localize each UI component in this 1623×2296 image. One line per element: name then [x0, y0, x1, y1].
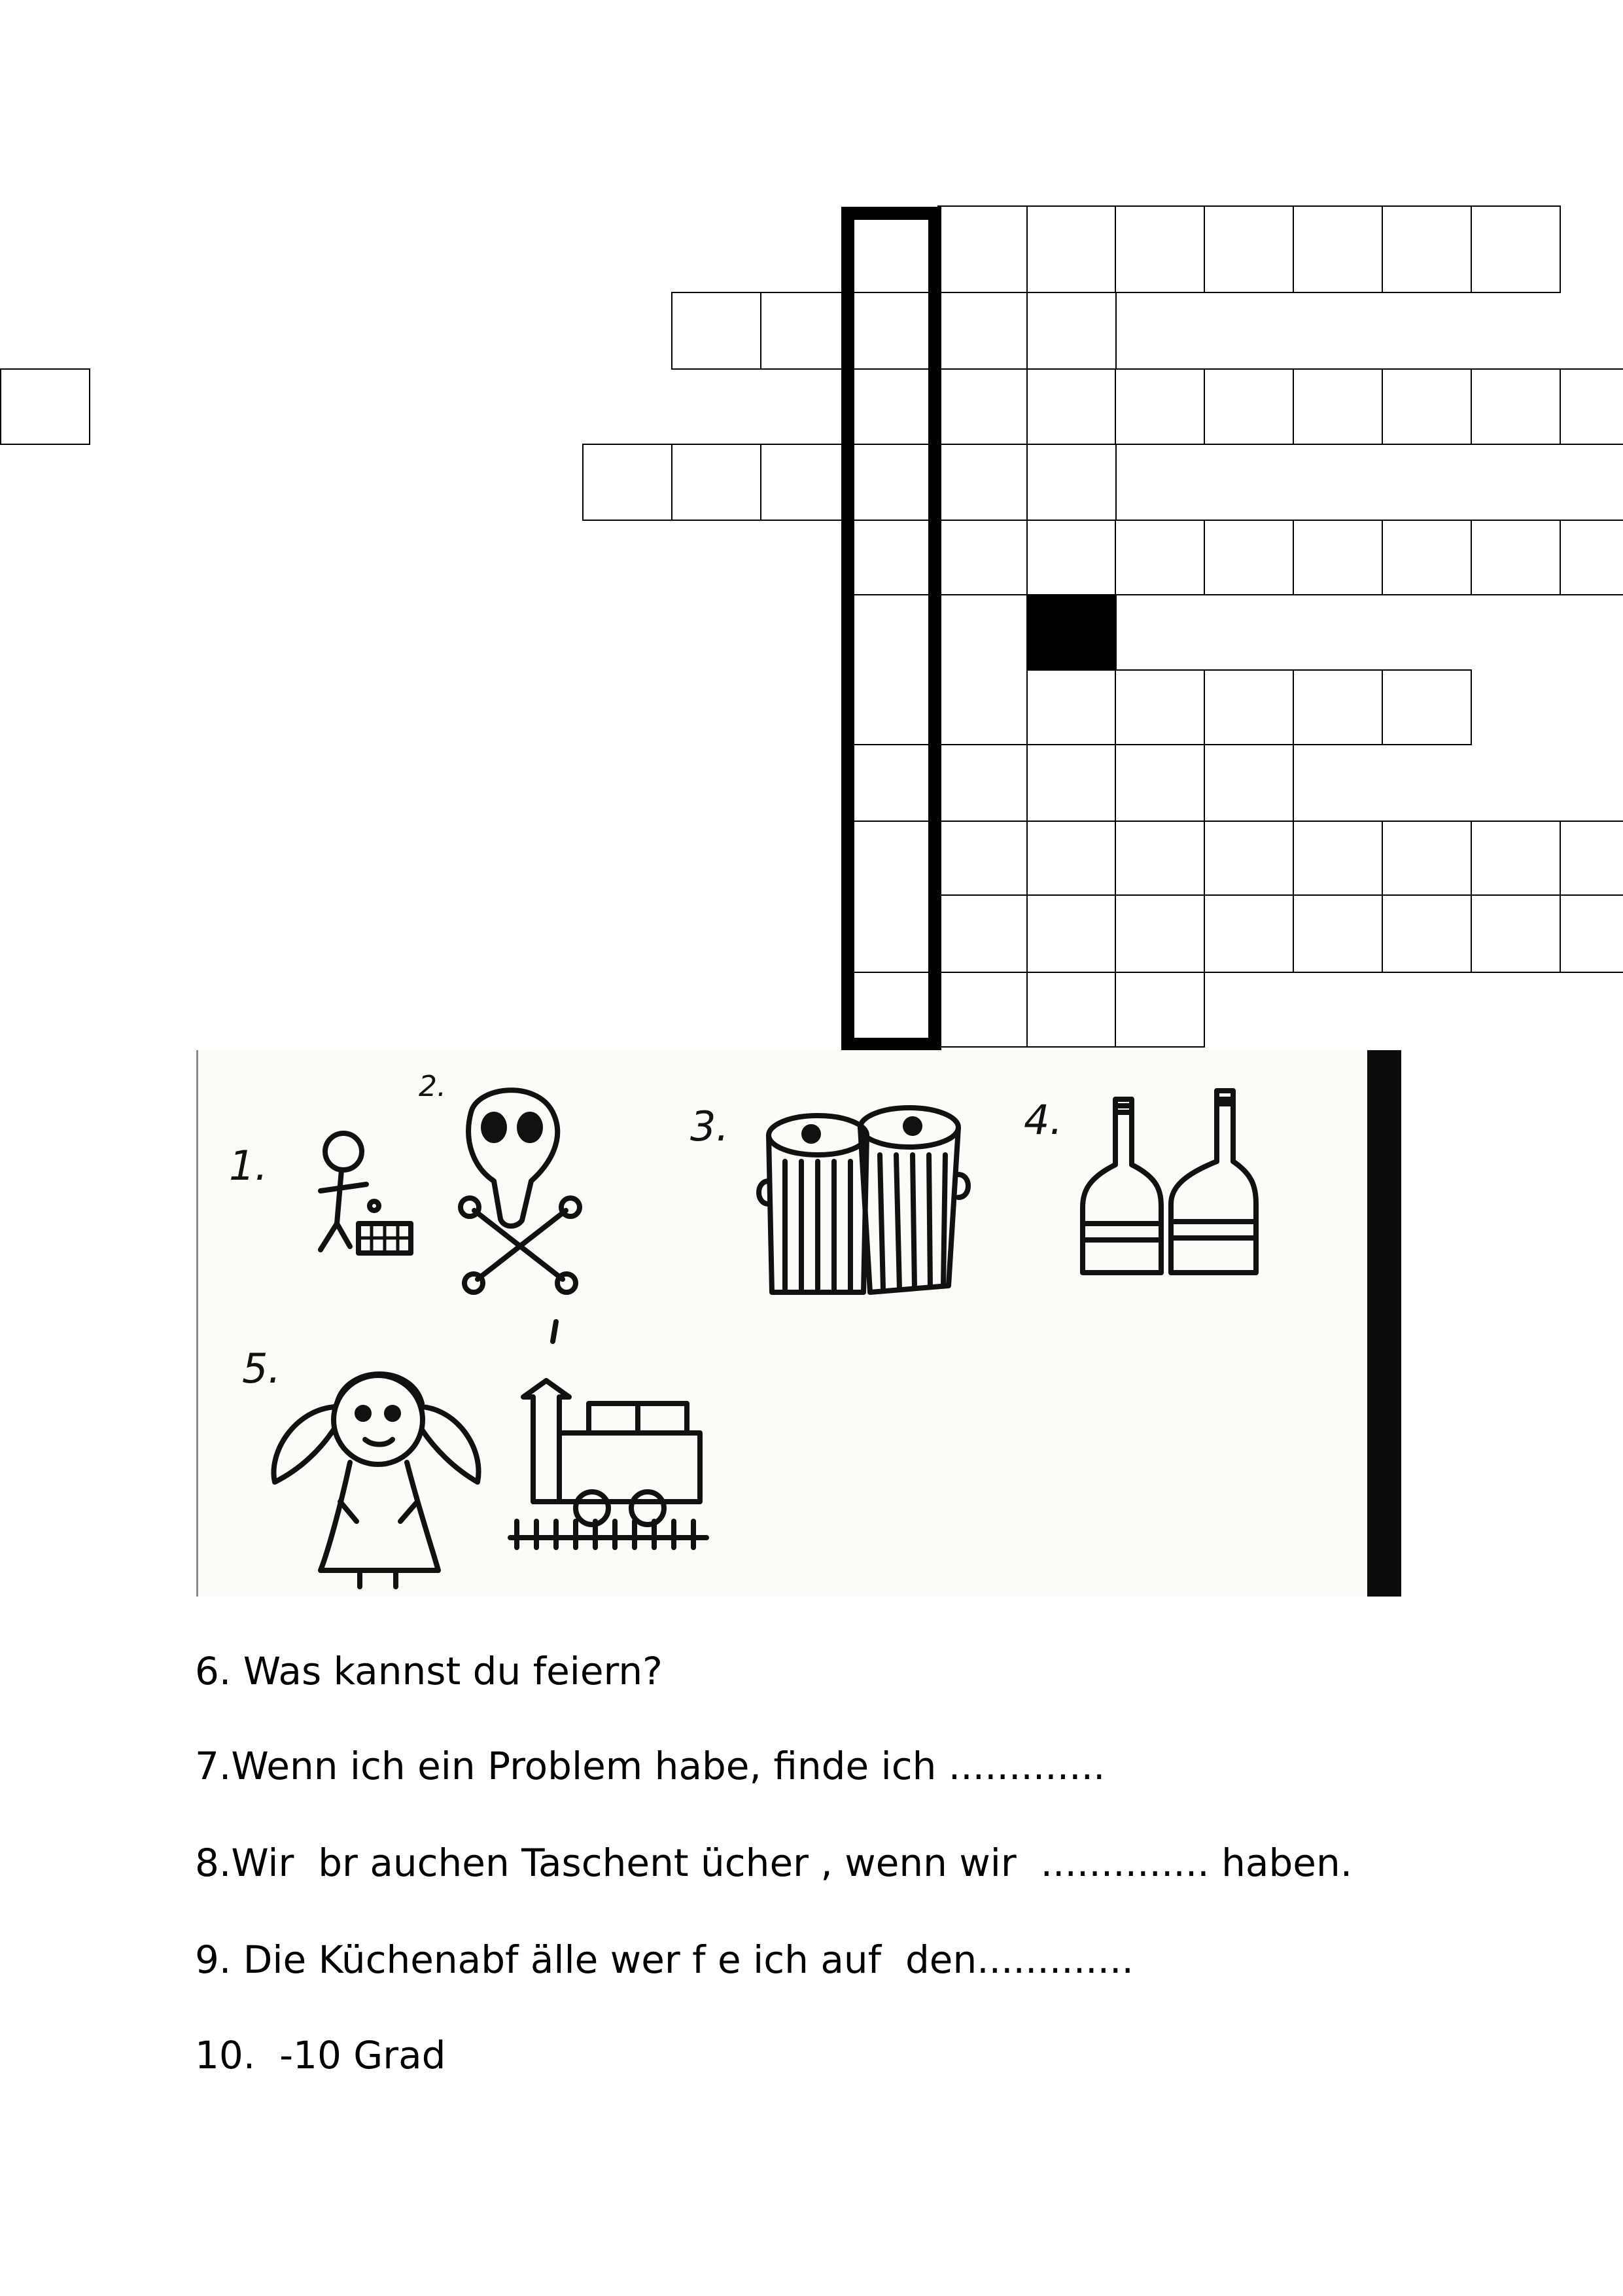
crossword-cell[interactable] [1560, 894, 1623, 973]
bottles-icon [1083, 1091, 1256, 1273]
crossword-cell[interactable] [1293, 821, 1383, 896]
crossword-cell[interactable] [760, 444, 850, 521]
crossword-cell[interactable] [1471, 205, 1561, 293]
crossword-cell[interactable] [1293, 669, 1383, 745]
crossword-cell[interactable] [937, 972, 1028, 1048]
crossword-cell[interactable] [0, 368, 90, 445]
crossword-cell[interactable] [1204, 821, 1294, 896]
crossword-cell[interactable] [1382, 520, 1472, 595]
skull-crossbones-icon [461, 1090, 580, 1292]
girl-and-train-icon [273, 1322, 707, 1587]
picture-clue-number-3: 3. [690, 1103, 729, 1150]
crossword-cell[interactable] [1293, 368, 1383, 445]
crossword-cell[interactable] [1382, 894, 1472, 973]
crossword-cell[interactable] [1382, 821, 1472, 896]
crossword-cell[interactable] [937, 520, 1028, 595]
crossword-cell[interactable] [1204, 368, 1294, 445]
crossword-cell[interactable] [1382, 205, 1472, 293]
crossword-cell[interactable] [1471, 520, 1561, 595]
crossword-cell[interactable] [1204, 744, 1294, 822]
crossword-black-cell [1026, 594, 1117, 671]
picture-clue-number-4: 4. [1024, 1096, 1063, 1144]
clue-6: 6. Was kannst du feiern? [195, 1649, 663, 1693]
crossword-cell[interactable] [1293, 205, 1383, 293]
crossword-cell[interactable] [1026, 821, 1117, 896]
clue-7: 7.Wenn ich ein Problem habe, finde ich ............. [195, 1744, 1106, 1788]
crossword-cell[interactable] [1026, 669, 1117, 745]
clue-10: 10. -10 Grad [195, 2033, 446, 2077]
picture-clue-number-5: 5. [242, 1345, 281, 1392]
crossword-cell[interactable] [1026, 894, 1117, 973]
crossword-cell[interactable] [1204, 669, 1294, 745]
crossword-cell[interactable] [937, 292, 1028, 370]
crossword-cell[interactable] [1026, 520, 1117, 595]
crossword-cell[interactable] [1026, 368, 1117, 445]
crossword-cell[interactable] [1560, 520, 1623, 595]
crossword-cell[interactable] [1293, 894, 1383, 973]
crossword-cell[interactable] [1026, 205, 1117, 293]
crossword-cell[interactable] [937, 444, 1028, 521]
crossword-cell[interactable] [1115, 894, 1205, 973]
crossword-cell[interactable] [1026, 972, 1117, 1048]
crossword-cell[interactable] [582, 444, 672, 521]
crossword-cell[interactable] [1560, 368, 1623, 445]
crossword-cell[interactable] [1115, 972, 1205, 1048]
crossword-cell[interactable] [1026, 744, 1117, 822]
crossword-cell[interactable] [937, 205, 1028, 293]
crossword-cell[interactable] [1115, 368, 1205, 445]
picture-clue-number-1: 1. [229, 1142, 268, 1190]
crossword-cell[interactable] [1115, 205, 1205, 293]
crossword-cell[interactable] [1471, 894, 1561, 973]
crossword-cell[interactable] [1382, 368, 1472, 445]
crossword-cell[interactable] [1204, 205, 1294, 293]
crossword-cell[interactable] [1471, 821, 1561, 896]
crossword-cell[interactable] [1204, 894, 1294, 973]
crossword-cell[interactable] [1471, 368, 1561, 445]
crossword-cell[interactable] [1026, 444, 1117, 521]
crossword-cell[interactable] [1115, 744, 1205, 822]
picture-clue-number-2: 2. [419, 1070, 446, 1103]
clue-8: 8.Wir br auchen Taschent ücher , wenn wir .............. haben. [195, 1841, 1353, 1885]
crossword-cell[interactable] [1382, 669, 1472, 745]
trash-bins-icon [759, 1108, 968, 1292]
crossword-cell[interactable] [671, 444, 761, 521]
crossword-cell[interactable] [1204, 520, 1294, 595]
crossword-cell[interactable] [1560, 821, 1623, 896]
crossword-cell[interactable] [1115, 520, 1205, 595]
crossword-cell[interactable] [937, 744, 1028, 822]
clue-9: 9. Die Küchenabf älle wer f e ich auf den............. [195, 1937, 1134, 1982]
solution-column-frame [841, 207, 941, 1051]
picture-clues-panel [196, 1050, 1401, 1597]
person-throwing-trash-icon [321, 1133, 411, 1253]
crossword-cell[interactable] [1293, 520, 1383, 595]
crossword-cell[interactable] [760, 292, 850, 370]
crossword-cell[interactable] [1115, 669, 1205, 745]
crossword-cell[interactable] [671, 292, 761, 370]
crossword-cell[interactable] [937, 821, 1028, 896]
crossword-cell[interactable] [1115, 821, 1205, 896]
crossword-cell[interactable] [1026, 292, 1117, 370]
